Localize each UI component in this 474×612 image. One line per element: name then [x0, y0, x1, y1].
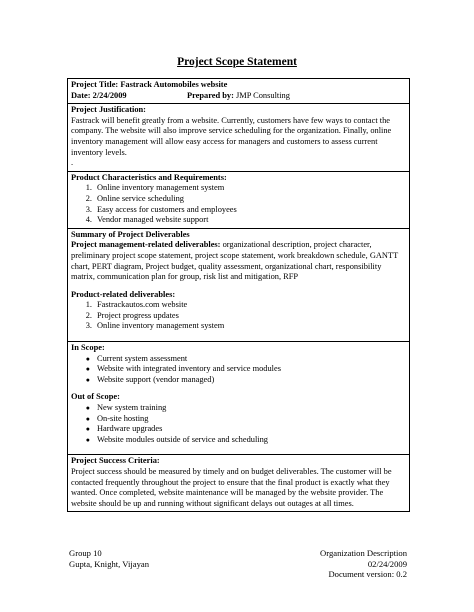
characteristics-heading: Product Characteristics and Requirements: [71, 172, 227, 182]
list-item: 3. Online inventory management system [85, 321, 225, 331]
list-item: ● Current system assessment [71, 354, 405, 365]
deliverables-heading: Summary of Project Deliverables [71, 229, 190, 239]
pm-deliverables-text: organizational description, project character, preliminary project scope statement, project scope statement, work breakdown schedule, GANTT chart, PERT diagram, Project budget, quality assessment, organizational chart, responsibility matrix, communication plan for group, risk list and mitigation, RFP [71, 240, 399, 282]
success-criteria-heading: Project Success Criteria: [71, 456, 160, 466]
page-title: Project Scope Statement [177, 56, 297, 68]
bullet-icon: ● [85, 375, 90, 384]
scope-section [68, 342, 409, 455]
justification-section [68, 104, 409, 172]
list-item: 1. Fastrackautos.com website [85, 300, 188, 310]
bullet-icon: ● [85, 414, 90, 423]
header-section [68, 79, 409, 104]
footer-doc-title: Organization Description [320, 548, 407, 558]
characteristics-section [68, 172, 409, 229]
list-item: ● Website with integrated inventory and service modules [71, 364, 405, 375]
product-deliverables-list [71, 300, 405, 332]
bullet-icon: ● [85, 354, 90, 363]
bullet-icon: ● [85, 365, 90, 374]
footer-doc-version: Document version: 0.2 [328, 569, 407, 580]
bullet-icon: ● [85, 404, 90, 413]
deliverables-section [68, 229, 409, 342]
product-deliverables-heading: Product-related deliverables: [71, 289, 176, 299]
bullet-icon: ● [85, 435, 90, 444]
list-item: ● Hardware upgrades [71, 424, 405, 435]
project-title-line [71, 80, 405, 91]
date-label: Date: [71, 90, 91, 100]
list-item: 1. Online inventory management system [85, 183, 225, 193]
date-value: 2/24/2009 [92, 90, 127, 100]
footer-group: Group 10 [69, 548, 102, 558]
date-prepared-line [71, 91, 405, 102]
success-criteria-text: Project success should be measured by timely and on budget deliverables. The customer will be contacted frequently throughout the project to ensure that the final product is exactly what they wanted. Once completed, website maintenance will be managed by the website provider. The website should be up and running without significant delays out outages at all times. [71, 467, 392, 508]
list-item: ● Website support (vendor managed) [71, 375, 405, 386]
list-item: 2. Project progress updates [85, 310, 179, 320]
in-scope-heading: In Scope: [71, 343, 105, 353]
prepared-by-label: Prepared by: [187, 90, 234, 100]
in-scope-list [71, 354, 405, 386]
list-item: ● On-site hosting [71, 414, 405, 425]
scope-statement-table [67, 78, 410, 512]
pm-deliverables-paragraph [71, 240, 405, 282]
success-criteria-section [68, 455, 409, 511]
project-title-label: Project Title: [71, 80, 119, 89]
list-item: 2. Online service scheduling [85, 193, 184, 203]
characteristics-list [71, 183, 405, 225]
justification-text: Fastrack will benefit greatly from a website. Currently, customers have few ways to contact the company. The website will also improve service scheduling for the organization. Finally, online inventory management will allow easy access for managers and customers to assess current inventory levels. [71, 115, 392, 157]
footer-names: Gupta, Knight, Vijayan [69, 558, 149, 569]
footer-doc-date: 02/24/2009 [367, 558, 407, 569]
justification-heading: Project Justification: [71, 105, 146, 115]
footer-right [320, 548, 407, 580]
list-item: ● New system training [71, 403, 405, 414]
list-item: 3. Easy access for customers and employees [85, 204, 237, 214]
pm-deliverables-label: Project management-related deliverables: [71, 240, 221, 250]
bullet-icon: ● [85, 425, 90, 434]
out-of-scope-list [71, 403, 405, 445]
list-item: ● Website modules outside of service and scheduling [71, 435, 405, 446]
out-of-scope-heading: Out of Scope: [71, 392, 120, 402]
footer-left [69, 548, 149, 569]
list-item: 4. Vendor managed website support [85, 215, 209, 225]
project-title-value: Fastrack Automobiles website [120, 80, 228, 89]
prepared-by-value: JMP Consulting [236, 90, 290, 100]
justification-trailing: . [71, 158, 74, 168]
